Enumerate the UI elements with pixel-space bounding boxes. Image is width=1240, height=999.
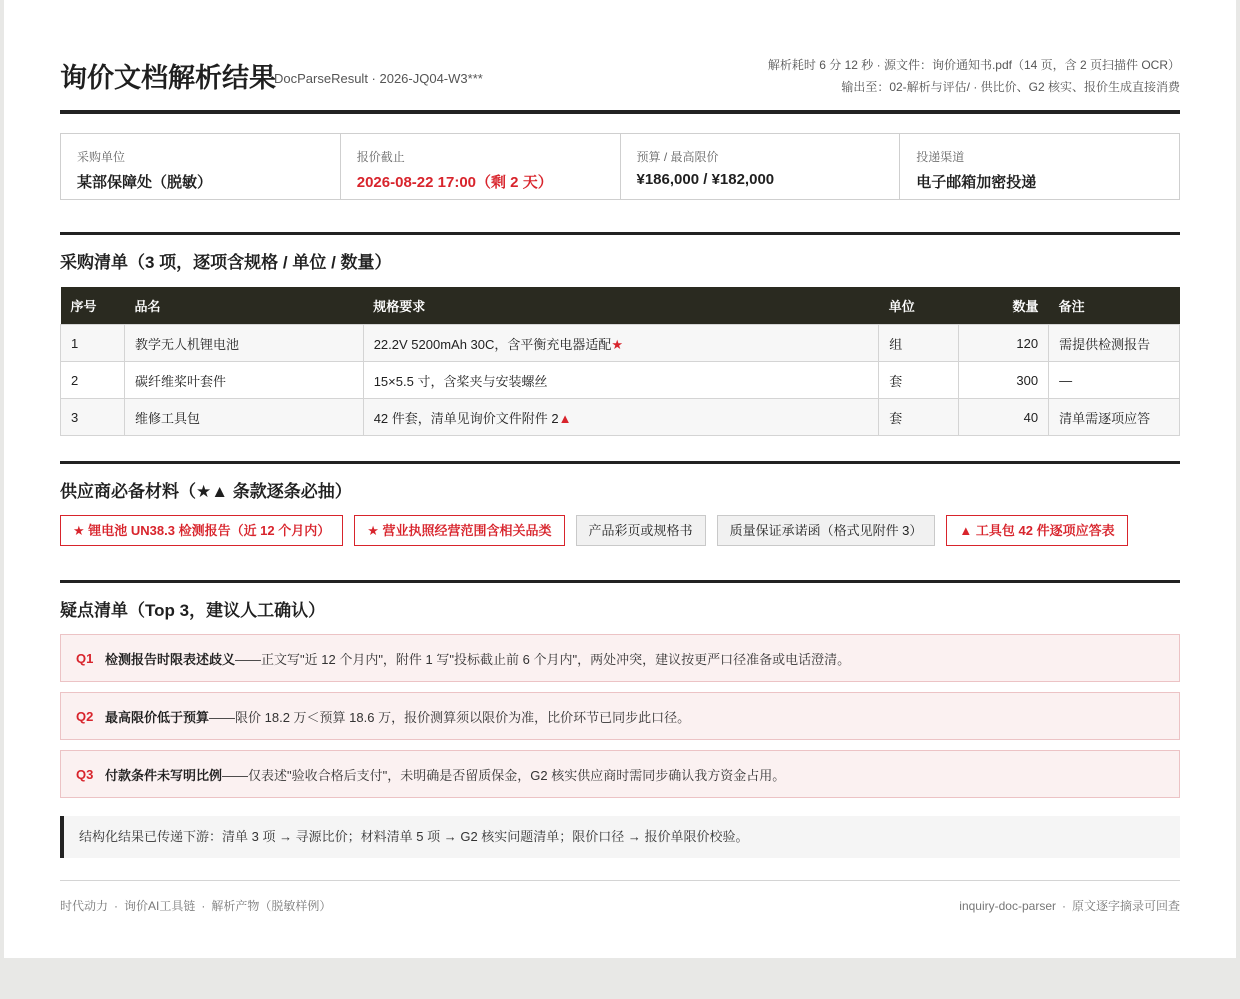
cell-name: 碳纤维桨叶套件 bbox=[124, 362, 363, 399]
cell-no: 1 bbox=[61, 325, 125, 362]
question-id: Q2 bbox=[76, 708, 94, 724]
footer-toolchain: 询价AI工具链 bbox=[124, 899, 196, 913]
info-grid bbox=[60, 133, 1180, 200]
question-head: 付款条件未写明比例 bbox=[105, 767, 223, 783]
downstream-note: 结构化结果已传递下游：清单 3 项 → 寻源比价；材料清单 5 项 → G2 核实问题清单；限价口径 → 报价单限价校验。 bbox=[60, 816, 1180, 858]
question-body: ——正文写"近 12 个月内"，附件 1 写"投标截止前 6 个月内"，两处冲突，建议按更严口径准备或电话澄清。 bbox=[235, 651, 851, 667]
cell-name: 维修工具包 bbox=[124, 399, 363, 436]
table-row bbox=[61, 362, 1180, 399]
footer-brand: 时代动力 bbox=[60, 899, 109, 913]
question-id: Q1 bbox=[76, 650, 94, 666]
parse-meta bbox=[768, 54, 1180, 98]
footer-traceability: 原文逐字摘录可回查 bbox=[1071, 899, 1180, 913]
cell-unit: 套 bbox=[879, 399, 959, 436]
procurement-title: 采购清单（3 项，逐项含规格 / 单位 / 数量） bbox=[60, 253, 392, 272]
spec-text: 42 件套，清单见询价文件附件 2 bbox=[373, 410, 559, 426]
table-row bbox=[61, 325, 1180, 362]
question-item bbox=[60, 692, 1180, 740]
question-head: 最高限价低于预算 bbox=[105, 709, 210, 725]
col-unit: 单位 bbox=[879, 287, 959, 325]
procurement-section bbox=[60, 232, 1180, 436]
cell-qty: 120 bbox=[959, 325, 1049, 362]
star-mark-icon: ★ bbox=[611, 336, 624, 352]
page-header bbox=[60, 54, 1180, 114]
materials-title: 供应商必备材料（★▲ 条款逐条必抽） bbox=[60, 482, 352, 501]
info-channel bbox=[900, 134, 1179, 199]
page-subtitle: DocParseResult · 2026-JQ04-W3*** bbox=[274, 71, 483, 86]
cell-remark: 清单需逐项应答 bbox=[1049, 399, 1180, 436]
cell-spec bbox=[363, 362, 878, 399]
info-label: 报价截止 bbox=[356, 150, 405, 164]
materials-section bbox=[60, 461, 1180, 546]
footer-left: 时代动力 · 询价AI工具链 · 解析产物（脱敏样例） bbox=[60, 899, 332, 913]
info-budget bbox=[621, 134, 901, 199]
material-chip: ★ 营业执照经营范围含相关品类 bbox=[354, 515, 564, 546]
table-row bbox=[61, 399, 1180, 436]
procurement-table bbox=[60, 287, 1180, 436]
cell-name: 教学无人机锂电池 bbox=[124, 325, 363, 362]
col-remark: 备注 bbox=[1049, 287, 1180, 325]
question-head: 检测报告时限表述歧义 bbox=[105, 651, 236, 667]
questions-title: 疑点清单（Top 3，建议人工确认） bbox=[60, 601, 326, 620]
cell-no: 2 bbox=[61, 362, 125, 399]
cell-spec bbox=[363, 325, 878, 362]
info-label: 预算 / 最高限价 bbox=[636, 150, 719, 164]
cell-unit: 组 bbox=[879, 325, 959, 362]
cell-remark: — bbox=[1049, 362, 1180, 399]
cell-unit: 套 bbox=[879, 362, 959, 399]
cell-spec bbox=[363, 399, 878, 436]
meta-line-source: 解析耗时 6 分 12 秒 · 源文件：询价通知书.pdf（14 页，含 2 页扫描件 OCR） bbox=[767, 58, 1180, 72]
info-label: 采购单位 bbox=[77, 150, 126, 164]
table-header-row bbox=[61, 287, 1180, 325]
material-chip: ★ 锂电池 UN38.3 检测报告（近 12 个月内） bbox=[60, 515, 343, 546]
info-value: 电子邮箱加密投递 bbox=[916, 174, 1037, 191]
page-title: 询价文档解析结果 bbox=[60, 63, 276, 93]
footer-right: inquiry-doc-parser · 原文逐字摘录可回查 bbox=[959, 899, 1180, 913]
material-chip: 产品彩页或规格书 bbox=[576, 515, 706, 546]
info-deadline bbox=[341, 134, 621, 199]
cell-qty: 40 bbox=[959, 399, 1049, 436]
page-footer bbox=[60, 880, 1180, 921]
question-id: Q3 bbox=[76, 766, 94, 782]
footer-module: inquiry-doc-parser bbox=[959, 899, 1056, 913]
question-body: ——限价 18.2 万＜预算 18.6 万，报价测算须以限价为准，比价环节已同步此口径。 bbox=[209, 709, 691, 725]
question-item bbox=[60, 750, 1180, 798]
col-spec: 规格要求 bbox=[363, 287, 878, 325]
spec-text: 22.2V 5200mAh 30C，含平衡充电器适配 bbox=[373, 336, 612, 352]
material-chip: 质量保证承诺函（格式见附件 3） bbox=[717, 515, 936, 546]
info-value: 2026-08-22 17:00（剩 2 天） bbox=[356, 174, 553, 191]
cell-qty: 300 bbox=[959, 362, 1049, 399]
col-qty: 数量 bbox=[959, 287, 1049, 325]
material-chip: ▲ 工具包 42 件逐项应答表 bbox=[946, 515, 1127, 546]
triangle-mark-icon: ▲ bbox=[558, 410, 572, 426]
document-sheet bbox=[4, 0, 1236, 958]
cell-no: 3 bbox=[61, 399, 125, 436]
question-body: ——仅表述"验收合格后支付"，未明确是否留质保金，G2 核实供应商时需同步确认我方资金占用。 bbox=[222, 767, 786, 783]
info-label: 投递渠道 bbox=[916, 150, 965, 164]
footer-artifact: 解析产物（脱敏样例） bbox=[211, 899, 332, 913]
cell-remark: 需提供检测报告 bbox=[1049, 325, 1180, 362]
materials-list bbox=[60, 515, 1180, 546]
col-name: 品名 bbox=[124, 287, 363, 325]
info-value: ¥186,000 / ¥182,000 bbox=[636, 171, 775, 188]
spec-text: 15×5.5 寸，含桨夹与安装螺丝 bbox=[373, 373, 548, 389]
questions-section bbox=[60, 580, 1180, 858]
info-buyer bbox=[61, 134, 341, 199]
question-item bbox=[60, 634, 1180, 682]
meta-line-output: 输出至：02-解析与评估/ · 供比价、G2 核实、报价生成直接消费 bbox=[841, 80, 1180, 94]
col-no: 序号 bbox=[61, 287, 125, 325]
info-value: 某部保障处（脱敏） bbox=[77, 174, 213, 191]
